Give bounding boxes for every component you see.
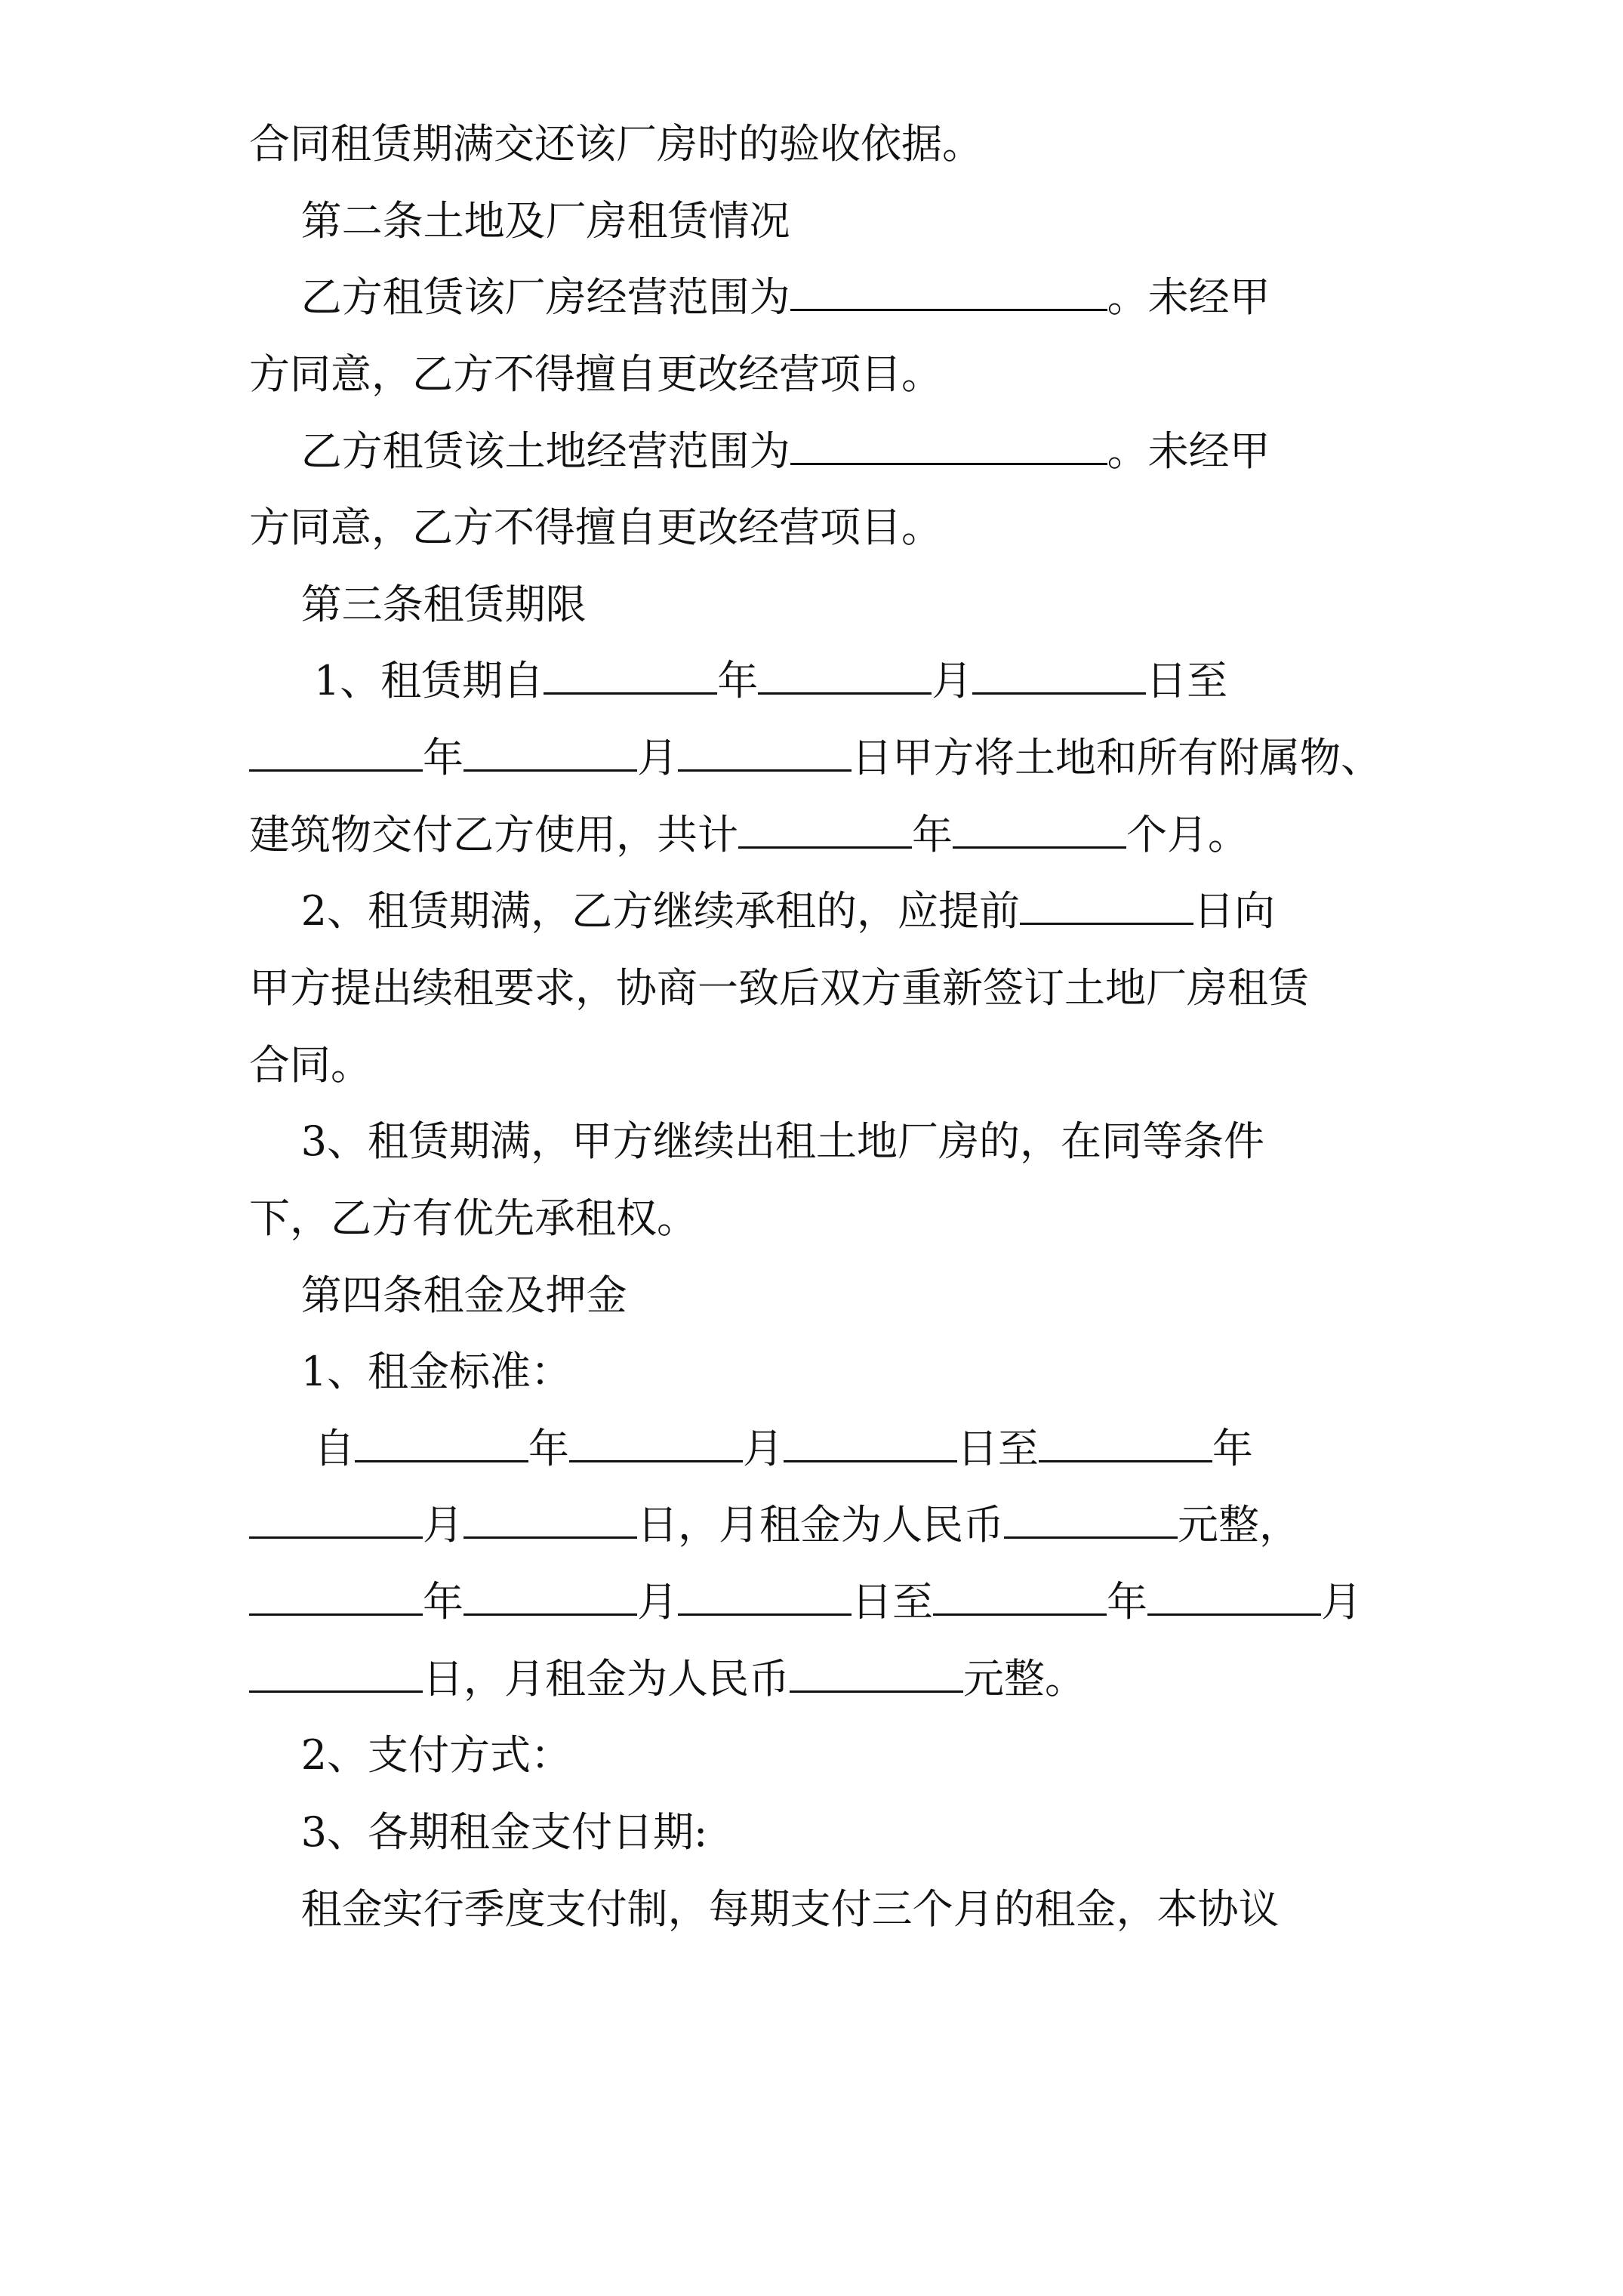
paragraph-line: 下，乙方有优先承租权。 — [249, 1194, 698, 1242]
blank-underline — [790, 1648, 963, 1693]
blank-underline — [1147, 1571, 1321, 1616]
paragraph-line: 甲方提出续租要求，协商一致后双方重新签订土地厂房租赁 — [249, 964, 1309, 1012]
blank-underline — [249, 1494, 423, 1539]
blank-underline — [544, 650, 717, 695]
section-heading: 第三条租赁期限 — [249, 581, 587, 628]
blank-underline — [678, 1571, 852, 1616]
blank-underline — [738, 804, 912, 849]
section-heading: 第二条土地及厂房租赁情况 — [249, 197, 790, 245]
paragraph-line: 年 月 日甲方将土地和所有附属物、 — [249, 720, 1381, 797]
blank-underline — [249, 1571, 423, 1616]
paragraph-line: 月 日，月租金为人民币 元整， — [249, 1487, 1381, 1564]
section-heading: 第四条租金及押金 — [249, 1271, 627, 1319]
paragraph-line: 2、租赁期满，乙方继续承租的，应提前 日向 — [249, 873, 1381, 950]
paragraph-line: 2、支付方式： — [249, 1731, 572, 1779]
paragraph-line: 日，月租金为人民币 元整。 — [249, 1641, 1381, 1718]
paragraph-line: 合同。 — [249, 1041, 371, 1089]
paragraph-line: 合同租赁期满交还该厂房时的验收依据。 — [249, 120, 983, 168]
paragraph-line: 自 年 月 日至 年 — [249, 1410, 1381, 1487]
paragraph-line: 3、各期租金支付日期: — [249, 1808, 708, 1856]
blank-underline — [569, 1418, 743, 1462]
blank-underline — [463, 1571, 637, 1616]
blank-underline — [355, 1418, 528, 1462]
paragraph-line: 年 月 日至 年 月 — [249, 1564, 1381, 1641]
blank-underline — [678, 727, 852, 772]
blank-underline — [1039, 1418, 1212, 1462]
blank-underline — [784, 1418, 957, 1462]
blank-underline — [1004, 1494, 1178, 1539]
paragraph-line: 方同意，乙方不得擅自更改经营项目。 — [249, 504, 942, 551]
blank-underline — [758, 650, 932, 695]
paragraph-line: 建筑物交付乙方使用，共计 年 个月。 — [249, 797, 1381, 874]
paragraph-line: 方同意，乙方不得擅自更改经营项目。 — [249, 350, 942, 398]
paragraph-line: 乙方租赁该土地经营范围为 。未经甲 — [249, 413, 1381, 490]
blank-underline — [249, 1648, 423, 1693]
blank-underline — [463, 1494, 637, 1539]
paragraph-line: 乙方租赁该厂房经营范围为 。未经甲 — [249, 259, 1381, 336]
blank-underline — [972, 650, 1146, 695]
blank-underline — [249, 727, 423, 772]
paragraph-line: 1、租金标准： — [249, 1348, 572, 1395]
blank-underline — [933, 1571, 1107, 1616]
blank-underline — [463, 727, 637, 772]
paragraph-line: 1、租赁期自 年 月 日至 — [249, 643, 1381, 720]
blank-underline — [790, 267, 1107, 311]
paragraph-line: 租金实行季度支付制，每期支付三个月的租金，本协议 — [249, 1885, 1280, 1933]
blank-underline — [790, 421, 1107, 465]
blank-underline — [953, 804, 1126, 849]
blank-underline — [1020, 880, 1193, 925]
paragraph-line: 3、租赁期满，甲方继续出租土地厂房的，在同等条件 — [249, 1117, 1265, 1165]
